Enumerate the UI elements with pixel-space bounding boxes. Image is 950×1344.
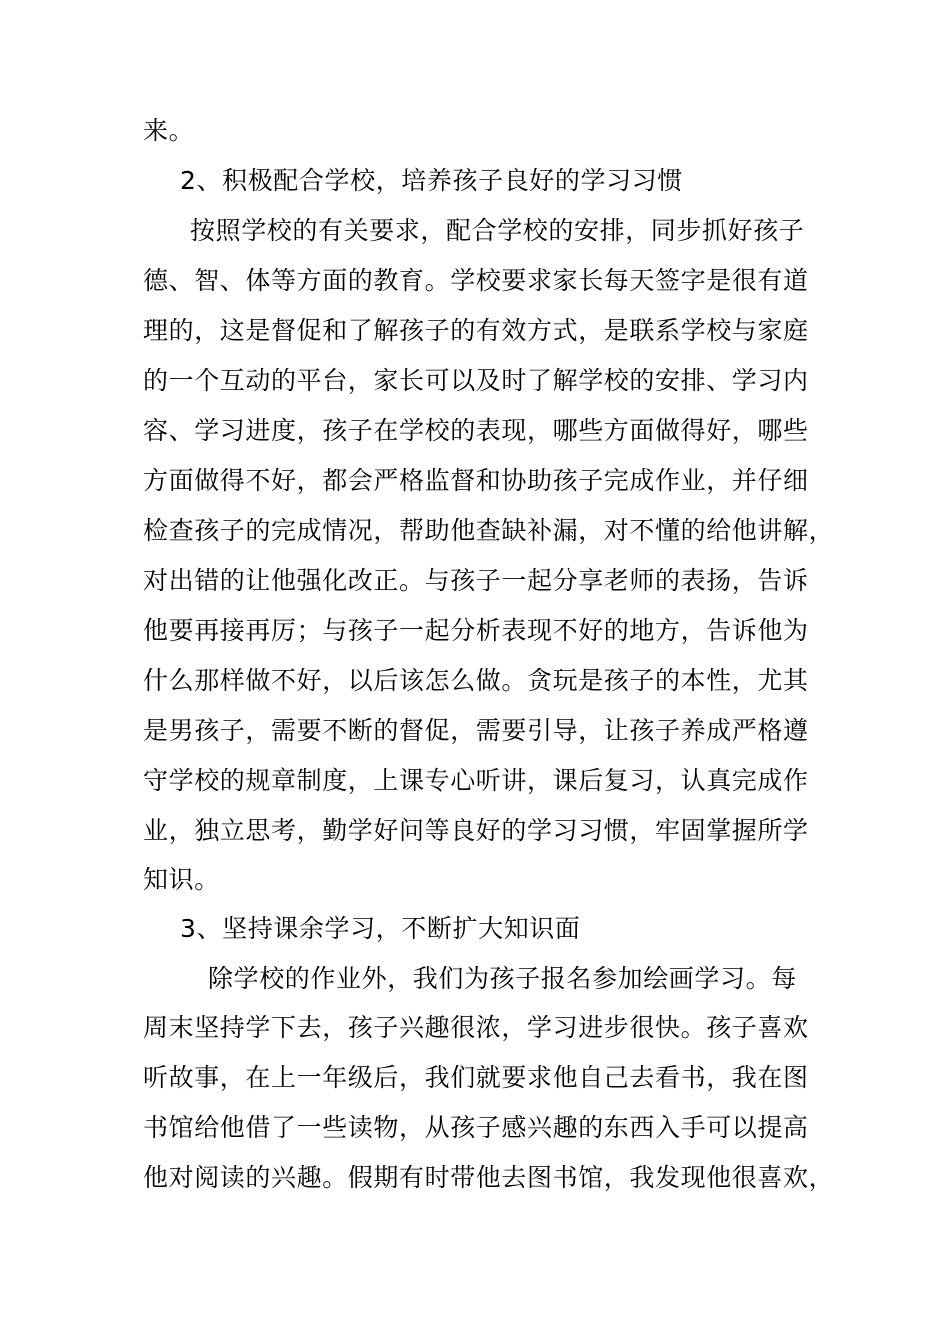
paragraph-line: 对出错的让他强化改正。与孩子一起分享老师的表扬，告诉 (143, 566, 809, 595)
paragraph-line: 他要再接再厉；与孩子一起分析表现不好的地方，告诉他为 (143, 616, 809, 645)
paragraph-line: 来。 (143, 116, 195, 145)
paragraph-line: 是男孩子，需要不断的督促，需要引导，让孩子养成严格遵 (143, 716, 809, 745)
paragraph-line: 除学校的作业外，我们为孩子报名参加绘画学习。每 (208, 964, 797, 993)
paragraph-line: 德、智、体等方面的教育。学校要求家长每天签字是很有道 (143, 266, 809, 295)
paragraph-line: 守学校的规章制度，上课专心听讲，课后复习，认真完成作 (143, 766, 809, 795)
paragraph-line: 他对阅读的兴趣。假期有时带他去图书馆，我发现他很喜欢， (143, 1163, 835, 1192)
paragraph-line: 书馆给他借了一些读物，从孩子感兴趣的东西入手可以提高 (143, 1113, 809, 1142)
paragraph-line: 周末坚持学下去，孩子兴趣很浓，学习进步很快。孩子喜欢 (143, 1013, 809, 1042)
paragraph-line: 容、学习进度，孩子在学校的表现，哪些方面做得好，哪些 (143, 416, 809, 445)
paragraph-line: 检查孩子的完成情况，帮助他查缺补漏，对不懂的给他讲解， (143, 516, 835, 545)
paragraph-line: 业，独立思考，勤学好问等良好的学习习惯，牢固掌握所学 (143, 816, 809, 845)
paragraph-line: 方面做得不好，都会严格监督和协助孩子完成作业，并仔细 (143, 466, 809, 495)
paragraph-line: 什么那样做不好，以后该怎么做。贪玩是孩子的本性，尤其 (143, 666, 809, 695)
paragraph-line: 听故事，在上一年级后，我们就要求他自己去看书，我在图 (143, 1063, 809, 1092)
paragraph-line: 理的，这是督促和了解孩子的有效方式，是联系学校与家庭 (143, 316, 809, 345)
section-heading-2: 2、积极配合学校，培养孩子良好的学习习惯 (180, 166, 683, 195)
paragraph-line: 知识。 (143, 865, 220, 894)
paragraph-line: 按照学校的有关要求，配合学校的安排，同步抓好孩子 (190, 216, 805, 245)
section-heading-3: 3、坚持课余学习，不断扩大知识面 (180, 914, 581, 943)
paragraph-line: 的一个互动的平台，家长可以及时了解学校的安排、学习内 (143, 366, 809, 395)
